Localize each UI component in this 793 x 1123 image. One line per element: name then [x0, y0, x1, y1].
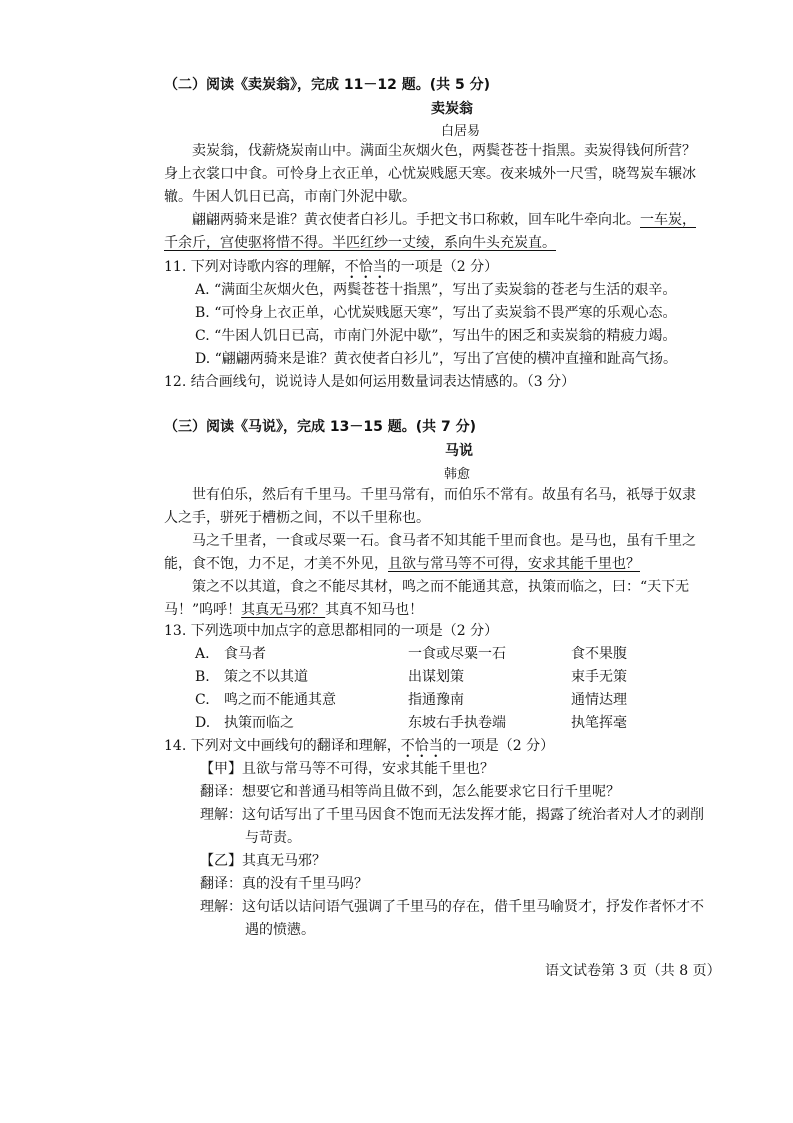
q11-option-a: A. “满面尘灰烟火色，两鬓苍苍十指黑”，写出了卖炭翁的苍老与生活的艰辛。	[195, 282, 677, 298]
q13-b-col3: 束手无策	[571, 669, 627, 685]
q13-a-col3: 食不果腹	[571, 646, 627, 662]
poem-text: 翩翩两骑来是谁？黄衣使者白衫儿。手把文书口称敕，回车叱牛牵向北。	[192, 212, 640, 228]
stem-text: 的一项是（2 分）	[442, 738, 555, 754]
poem-title: 卖炭翁	[431, 101, 473, 117]
q13-c-col2: 指通豫南	[408, 692, 464, 708]
q13-c-col3: 通情达理	[571, 692, 627, 708]
essay-line	[164, 599, 744, 622]
q14-yi-understanding-cont: 遇的愤懑。	[245, 922, 315, 938]
q14-yi-label: 【乙】	[200, 853, 242, 869]
underlined-sentence-jia: 且欲与常马等不可得，安求其能千里也？	[388, 556, 640, 572]
question-13-stem: 13. 下列选项中加点字的意思都相同的一项是（2 分）	[164, 623, 499, 639]
q14-yi-understanding: 理解：这句话以诘问语气强调了千里马的存在，借千里马喻贤才，抒发作者怀才不	[200, 899, 704, 915]
essay-author: 韩愈	[444, 467, 471, 482]
q11-option-d: D. “翩翩两骑来是谁？黄衣使者白衫儿”，写出了宫使的横冲直撞和趾高气扬。	[195, 351, 677, 367]
essay-text: 能，食不饱，力不足，才美不外见，	[164, 556, 388, 572]
stem-text: 的一项是（2 分）	[386, 259, 499, 275]
essay-text: 其真不知马也！	[325, 602, 424, 618]
q13-d-col1: 执策而临之	[224, 715, 294, 731]
underlined-line: 千余斤，宫使驱将惜不得。半匹红纱一丈绫，系向牛头充炭直。	[164, 235, 556, 251]
essay-line	[164, 553, 744, 576]
stem-text: 14. 下列对文中画线句的翻译和理解，	[164, 738, 401, 754]
q13-row-a	[195, 643, 210, 666]
stem-text: 11. 下列对诗歌内容的理解，	[164, 259, 345, 275]
essay-title: 马说	[445, 443, 473, 459]
q13-c-col1: 鸣之而不能通其意	[224, 692, 336, 708]
question-12: 12. 结合画线句，说说诗人是如何运用数量词表达情感的。（3 分）	[164, 374, 576, 390]
poem-line: 身上衣裳口中食。可怜身上衣正单，心忧炭贱愿天寒。夜来城外一尺雪，晓驾炭车辗冰	[164, 166, 696, 182]
q13-a-col2: 一食或尽粟一石	[408, 646, 506, 662]
page-footer: 语文试卷第 3 页（共 8 页）	[545, 963, 721, 979]
dotted-char: 不	[344, 259, 359, 275]
underlined-line: 一车炭，	[640, 212, 696, 228]
option-label: D.	[195, 715, 211, 731]
essay-line: 人之手，骈死于槽枥之间，不以千里称也。	[164, 510, 430, 526]
q14-jia-understanding-cont: 与苛责。	[245, 830, 301, 846]
dotted-char: 当	[372, 259, 387, 275]
poem-line: 辙。牛困人饥日已高，市南门外泥中歇。	[164, 189, 416, 205]
q13-row-b	[195, 666, 210, 689]
q13-b-col1: 策之不以其道	[224, 669, 308, 685]
option-label: B.	[195, 669, 210, 685]
dotted-char: 恰	[358, 259, 373, 275]
dotted-char: 恰	[414, 738, 429, 754]
dotted-char: 当	[428, 738, 443, 754]
q13-row-c	[195, 689, 210, 712]
q13-row-d	[195, 712, 210, 735]
essay-line: 世有伯乐，然后有千里马。千里马常有，而伯乐不常有。故虽有名马，祇辱于奴隶	[192, 487, 696, 503]
q14-yi-translation: 翻译：真的没有千里马吗？	[200, 876, 368, 892]
question-14-stem	[164, 735, 554, 758]
q14-jia	[200, 758, 494, 781]
dotted-char: 不	[400, 738, 415, 754]
underlined-sentence-yi: 其真无马邪？	[241, 602, 326, 618]
q13-d-col2: 东坡右手执卷端	[408, 715, 506, 731]
q14-jia-translation: 翻译：想要它和普通马相等尚且做不到，怎么能要求它日行千里呢？	[200, 784, 620, 800]
option-label: C.	[195, 692, 210, 708]
essay-text: 马！”呜呼！	[164, 602, 242, 618]
essay-body	[164, 484, 744, 622]
q14-yi-text: 其真无马邪？	[242, 853, 326, 869]
q14-jia-understanding: 理解：这句话写出了千里马因食不饱而无法发挥才能，揭露了统治者对人才的剥削	[200, 807, 704, 823]
q14-yi	[200, 850, 326, 873]
q11-option-c: C. “牛困人饥日已高，市南门外泥中歇”，写出牛的困乏和卖炭翁的精疲力竭。	[195, 328, 677, 344]
q14-jia-label: 【甲】	[200, 761, 242, 777]
q13-a-col1: 食马者	[224, 646, 266, 662]
poem-line	[164, 209, 744, 232]
poem-line: 卖炭翁，伐薪烧炭南山中。满面尘灰烟火色，两鬓苍苍十指黑。卖炭得钱何所营？	[192, 143, 696, 159]
q14-jia-text: 且欲与常马等不可得，安求其能千里也？	[242, 761, 494, 777]
section-heading: （三）阅读《马说》，完成 13－15 题。(共 7 分)	[164, 419, 476, 435]
poem-line	[164, 232, 744, 255]
poem-author: 白居易	[441, 124, 481, 139]
essay-line: 马之千里者，一食或尽粟一石。食马者不知其能千里而食也。是马也，虽有千里之	[192, 533, 696, 549]
poem-body	[164, 140, 744, 255]
q13-b-col2: 出谋划策	[408, 669, 464, 685]
q13-d-col3: 执笔挥毫	[571, 715, 627, 731]
essay-line: 策之不以其道，食之不能尽其材，鸣之而不能通其意，执策而临之，曰：“天下无	[192, 579, 690, 595]
section-heading: （二）阅读《卖炭翁》，完成 11－12 题。(共 5 分)	[164, 77, 490, 93]
question-11-stem	[164, 256, 498, 279]
q11-option-b: B. “可怜身上衣正单，心忧炭贱愿天寒”，写出了卖炭翁不畏严寒的乐观心态。	[195, 305, 677, 321]
option-label: A.	[195, 646, 210, 662]
